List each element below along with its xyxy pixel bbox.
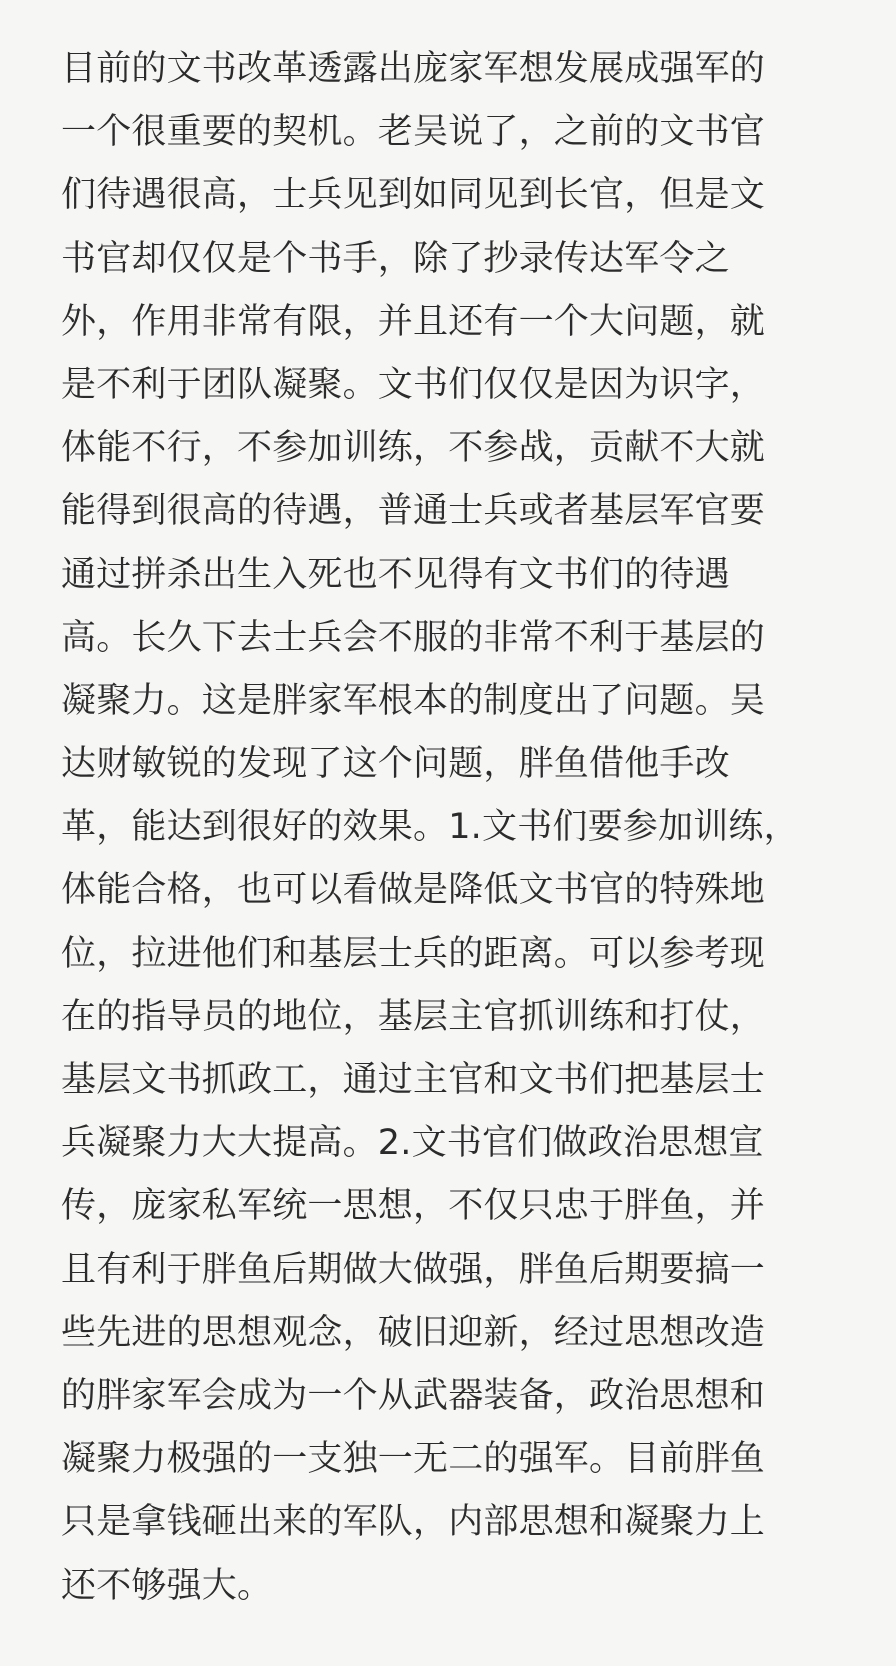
text-line: 高。长久下去士兵会不服的非常不利于基层的 (61, 617, 766, 658)
text-line: 们待遇很高，士兵见到如同见到长官，但是文 (61, 175, 766, 216)
text-line: 还不够强大。 (61, 1565, 273, 1606)
text-line: 书官却仅仅是个书手，除了抄录传达军令之 (61, 238, 730, 279)
text-line: 些先进的思想观念，破旧迎新，经过思想改造 (61, 1312, 766, 1353)
text-line: 凝聚力。这是胖家军根本的制度出了问题。吴 (61, 680, 766, 721)
text-line: 达财敏锐的发现了这个问题，胖鱼借他手改 (61, 744, 730, 785)
text-line: 位，拉进他们和基层士兵的距离。可以参考现 (61, 933, 766, 974)
text-line: 外，作用非常有限，并且还有一个大问题，就 (61, 301, 766, 342)
text-line: 传，庞家私军统一思想，不仅只忠于胖鱼，并 (61, 1186, 766, 1227)
text-line: 基层文书抓政工，通过主官和文书们把基层士 (61, 1060, 766, 1100)
article-body (61, 38, 821, 1618)
text-line: 目前的文书改革透露出庞家军想发展成强军的 (61, 49, 766, 89)
text-line: 能得到很高的待遇，普通士兵或者基层军官要 (61, 491, 766, 532)
text-line: 体能合格，也可以看做是降低文书官的特殊地 (61, 870, 766, 911)
text-line: 体能不行，不参加训练，不参战，贡献不大就 (61, 428, 766, 469)
text-line: 一个很重要的契机。老吴说了，之前的文书官 (61, 112, 766, 153)
text-line: 且有利于胖鱼后期做大做强，胖鱼后期要搞一 (61, 1249, 766, 1290)
text-line: 兵凝聚力大大提高。2.文书官们做政治思想宣 (61, 1123, 764, 1164)
text-line: 在的指导员的地位，基层主官抓训练和打仗， (61, 996, 766, 1037)
text-line: 凝聚力极强的一支独一无二的强军。目前胖鱼 (61, 1439, 766, 1480)
text-line: 的胖家军会成为一个从武器装备，政治思想和 (61, 1375, 766, 1416)
text-line: 是不利于团队凝聚。文书们仅仅是因为识字， (61, 364, 766, 405)
text-line: 通过拼杀出生入死也不见得有文书们的待遇 (61, 554, 730, 595)
text-line: 革，能达到很好的效果。1.文书们要参加训练， (61, 807, 799, 848)
text-line: 只是拿钱砸出来的军队，内部思想和凝聚力上 (61, 1502, 766, 1543)
